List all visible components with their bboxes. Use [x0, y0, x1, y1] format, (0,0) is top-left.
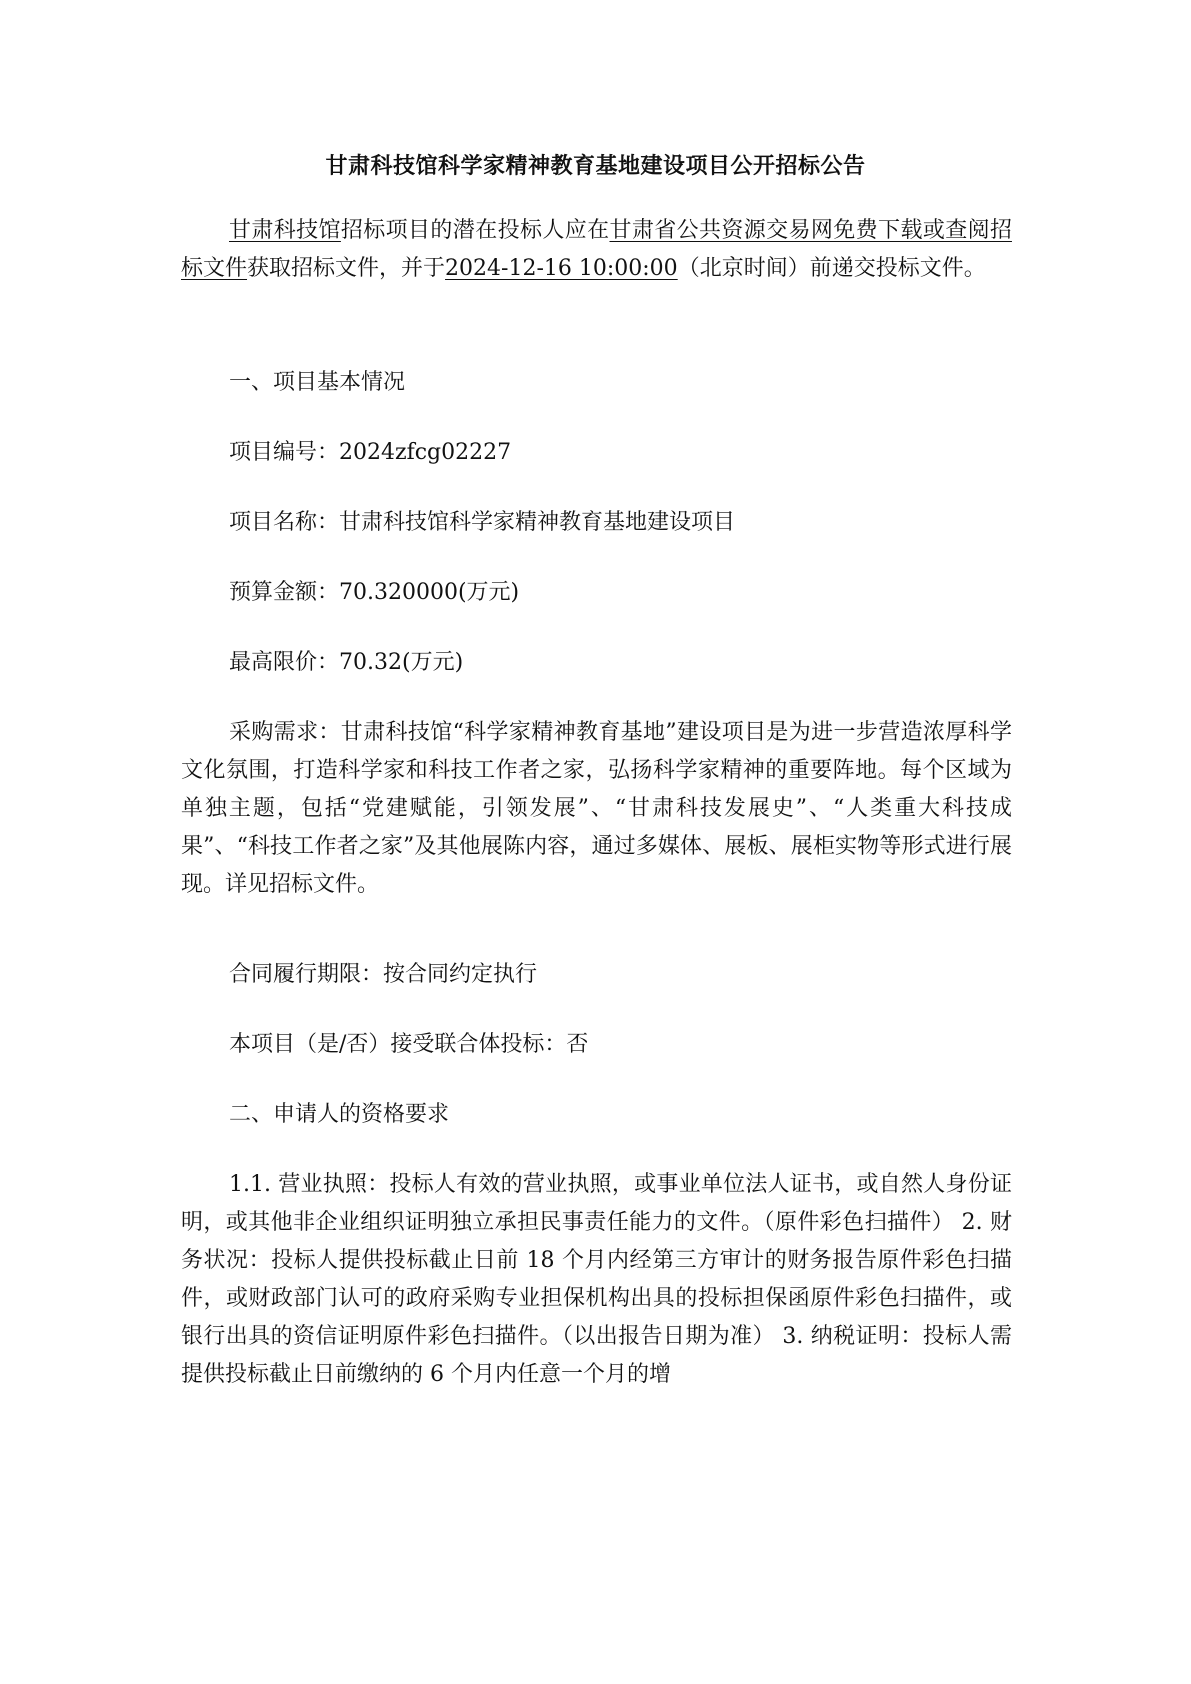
tenderer-name: 甘肃科技馆: [229, 218, 341, 243]
intro-text-3: （北京时间）前递交投标文件。: [677, 256, 986, 281]
intro-text-2: 获取招标文件，并于: [247, 256, 446, 281]
procurement-requirement: 采购需求：甘肃科技馆“科学家精神教育基地”建设项目是为进一步营造浓厚科学文化氛围，打造科学家和科技工作者之家，弘扬科学家精神的重要阵地。每个区域为单独主题，包括“党建赋能，引领发展”、“甘肃科技发展史”、“人类重大科技成果”、“科技工作者之家”及其他展陈内容，通过多媒体、展板、展柜实物等形式进行展现。详见招标文件。: [181, 720, 1012, 897]
budget-amount: 预算金额：70.320000(万元): [229, 580, 520, 605]
section-heading-basic-info: 一、项目基本情况: [229, 370, 406, 395]
project-name: 项目名称：甘肃科技馆科学家精神教育基地建设项目: [229, 510, 736, 535]
intro-paragraph: [181, 212, 1012, 288]
consortium-acceptance: 本项目（是/否）接受联合体投标：否: [229, 1032, 589, 1057]
intro-text-1: 招标项目的潜在投标人应在: [340, 218, 610, 243]
max-price: 最高限价：70.32(万元): [229, 650, 464, 675]
contract-period: 合同履行期限：按合同约定执行: [229, 962, 538, 987]
project-number: 项目编号：2024zfcg02227: [229, 440, 512, 465]
qualification-requirements: 1.1. 营业执照：投标人有效的营业执照，或事业单位法人证书，或自然人身份证明，或其他非企业组织证明独立承担民事责任能力的文件。（原件彩色扫描件） 2. 财务状况：投标人提供投标截止日前 18 个月内经第三方审计的财务报告原件彩色扫描件，或财政部门认可的政府采购专业担保机构出具的投标担保函原件彩色扫描件，或银行出具的资信证明原件彩色扫描件。（以出报告日期为准） 3. 纳税证明：投标人需提供投标截止日前缴纳的 6 个月内任意一个月的增: [181, 1172, 1012, 1387]
page-title: 甘肃科技馆科学家精神教育基地建设项目公开招标公告: [325, 154, 866, 179]
submission-deadline: 2024-12-16 10:00:00: [445, 256, 678, 281]
download-site: 甘肃省公共资源交易网免费下载或查阅招标文件: [181, 218, 1012, 281]
section-heading-qualifications: 二、申请人的资格要求: [229, 1102, 450, 1127]
